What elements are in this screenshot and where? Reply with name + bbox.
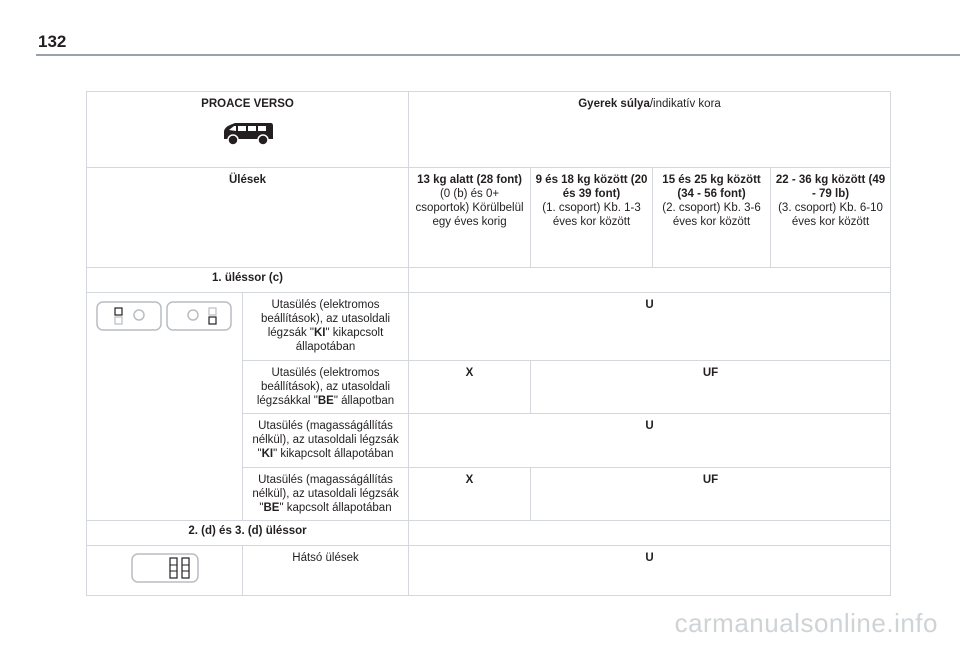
model-cell <box>87 92 409 168</box>
group-2-weight: 15 és 25 kg között (34 - 56 font) <box>662 174 761 200</box>
row1-value-1-first: X <box>409 361 531 414</box>
row1-seat-1: Utasülés (elektromos beállítások), az utasoldali légzsákkal "BE" állapotban <box>243 361 409 414</box>
row1-value-3-rest: UF <box>531 468 891 521</box>
row1-value-3-first: X <box>409 468 531 521</box>
row1-seat-0: Utasülés (elektromos beállítások), az utasoldali légzsák "KI" kikapcsolt állapotában <box>243 293 409 361</box>
group-3 <box>771 168 891 268</box>
van-icon <box>91 121 404 147</box>
model-name: PROACE VERSO <box>201 98 294 110</box>
group-row <box>87 168 891 268</box>
weight-title-cell <box>409 92 891 168</box>
rear-seat-icon <box>130 551 200 585</box>
header-rule <box>36 54 960 56</box>
row23-seat-0: Hátsó ülések <box>243 546 409 596</box>
row23-value-0: U <box>409 546 891 596</box>
front-seat-icon <box>95 298 235 334</box>
group-0-weight: 13 kg alatt (28 font) <box>417 174 522 186</box>
watermark: carmanualsonline.info <box>674 608 938 638</box>
section-row-1 <box>87 268 891 293</box>
weight-title: Gyerek súlya <box>578 98 650 110</box>
row1-value-2: U <box>409 414 891 468</box>
group-2-desc: (2. csoport) Kb. 3-6 éves kor között <box>662 202 761 228</box>
seats-label: Ülések <box>87 168 409 268</box>
child-seat-table <box>86 91 891 596</box>
row1-seat-3: Utasülés (magasságállítás nélkül), az utasoldali légzsák "BE" kapcsolt állapotában <box>243 468 409 521</box>
section-row-23 <box>87 521 891 546</box>
group-0-desc: (0 (b) és 0+ csoportok) Körülbelül egy éves korig <box>415 188 524 228</box>
section-label-row23: 2. (d) és 3. (d) üléssor <box>87 521 409 546</box>
group-1-desc: (1. csoport) Kb. 1-3 éves kor között <box>542 202 641 228</box>
front-seat-diagram <box>87 293 243 521</box>
weight-subtitle: /indikatív kora <box>649 98 721 110</box>
section-label-row1: 1. üléssor (c) <box>87 268 409 293</box>
table-header-row <box>87 92 891 168</box>
row1-seat-2: Utasülés (magasságállítás nélkül), az utasoldali légzsák "KI" kikapcsolt állapotában <box>243 414 409 468</box>
table-row <box>87 546 891 596</box>
group-3-desc: (3. csoport) Kb. 6-10 éves kor között <box>778 202 883 228</box>
page-number: 132 <box>38 32 67 51</box>
table-row <box>87 293 891 361</box>
row1-value-0: U <box>409 293 891 361</box>
rear-seat-diagram <box>87 546 243 596</box>
group-1 <box>531 168 653 268</box>
row1-value-1-rest: UF <box>531 361 891 414</box>
group-3-weight: 22 - 36 kg között (49 - 79 lb) <box>775 174 886 200</box>
group-0 <box>409 168 531 268</box>
group-1-weight: 9 és 18 kg között (20 és 39 font) <box>535 174 648 200</box>
group-2 <box>653 168 771 268</box>
